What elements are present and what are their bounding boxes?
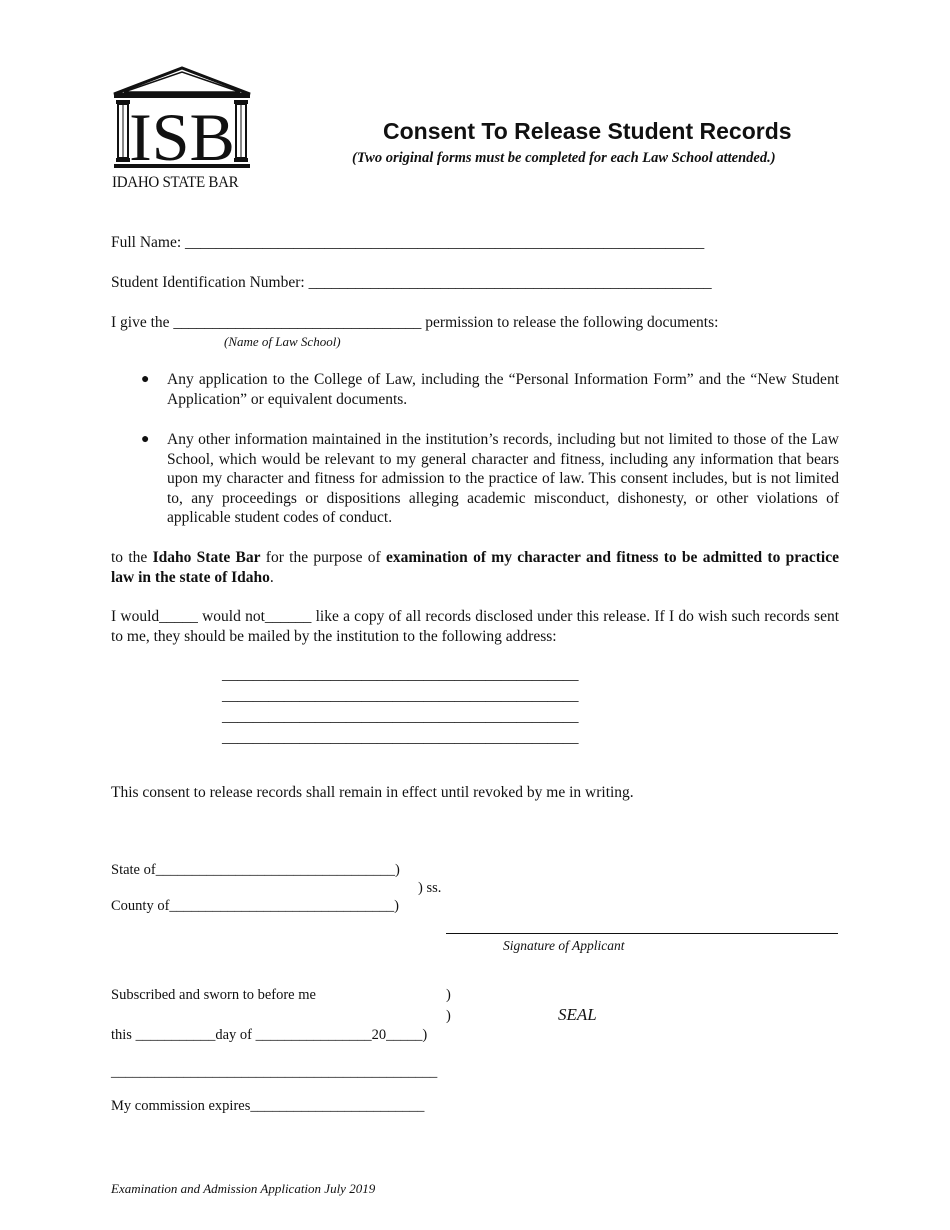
effect-statement: This consent to release records shall remain in effect until revoked by me in writing.	[111, 784, 634, 801]
county-of-field[interactable]: County of_______________________________)	[111, 898, 399, 914]
address-line-3[interactable]: ______________________________________________	[222, 708, 579, 725]
address-line-4[interactable]: ______________________________________________	[222, 729, 579, 746]
full-name-field[interactable]: Full Name: ___________________________________________________________________	[111, 234, 705, 251]
bullet-item-2: Any other information maintained in the institution’s records, including but not limited to those of the Law School, which would be relevant to my general character and fitness, including any information that bears upon my character and fitness for admission to the practice of law. This consent includes, but is not limited to, any proceedings or dispositions alleging academic misconduct, dishonesty, or other violations of applicable student codes of conduct.	[167, 431, 839, 526]
law-school-field[interactable]: I give the ________________________________ permission to release the following documents:	[111, 314, 719, 331]
seal-label: SEAL	[558, 1005, 597, 1024]
signature-label: Signature of Applicant	[503, 938, 625, 953]
bullet-icon: ●	[141, 432, 150, 447]
footer-text: Examination and Admission Application July 2019	[111, 1181, 376, 1196]
copy-request[interactable]: I would_____ would not______ like a copy of all records disclosed under this release. If I do wish such records sent to me, they should be mailed by the institution to the following address:	[111, 608, 839, 645]
student-id-field[interactable]: Student Identification Number: ____________________________________________________	[111, 274, 712, 291]
state-of-field[interactable]: State of_________________________________)	[111, 862, 400, 878]
law-school-note: (Name of Law School)	[224, 334, 341, 349]
commission-expires-field[interactable]: My commission expires________________________	[111, 1098, 425, 1114]
svg-text:ISB: ISB	[129, 99, 235, 174]
logo-org-name: IDAHO STATE BAR	[112, 174, 239, 191]
form-subtitle: (Two original forms must be completed for each Law School attended.)	[352, 150, 776, 166]
signature-line[interactable]	[446, 933, 838, 934]
ss-label: ) ss.	[418, 880, 442, 896]
bullet-icon: ●	[141, 372, 150, 387]
isb-logo	[110, 64, 265, 196]
isb-logo-mark	[110, 64, 265, 174]
paren-2: )	[446, 1008, 451, 1024]
bullet-item-1: Any application to the College of Law, including the “Personal Information Form” and the “New Student Application” or equivalent documents.	[167, 371, 839, 408]
paren-1: )	[446, 987, 451, 1003]
address-line-1[interactable]: ______________________________________________	[222, 666, 579, 683]
notary-signature-line[interactable]: _____________________________________________	[111, 1064, 438, 1080]
date-field[interactable]: this ___________day of ________________20_____)	[111, 1027, 428, 1043]
address-line-2[interactable]: ______________________________________________	[222, 687, 579, 704]
subscribed-label: Subscribed and sworn to before me	[111, 987, 316, 1003]
form-title: Consent To Release Student Records	[383, 118, 792, 144]
purpose-statement: to the Idaho State Bar for the purpose of examination of my character and fitness to be admitted to practice law in the state of Idaho.	[111, 549, 839, 586]
